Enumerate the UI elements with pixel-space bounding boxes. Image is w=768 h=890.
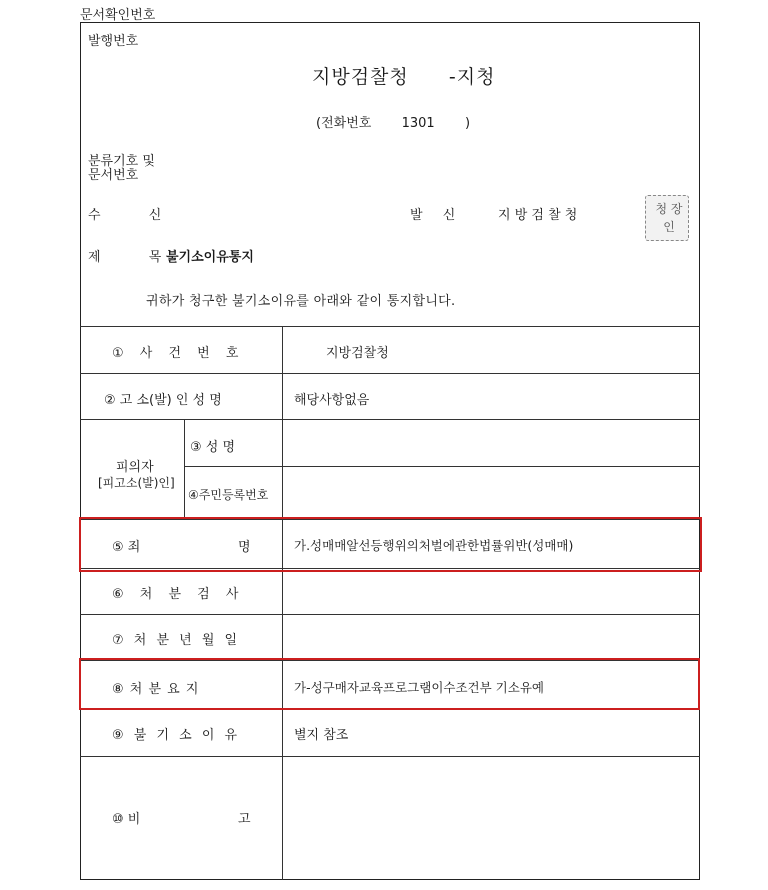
row-divider (80, 756, 700, 757)
subject-label: 제 목 (88, 250, 184, 265)
recipient-label: 수 신 (88, 208, 184, 223)
suspect-group-label-line1: 피의자 (116, 460, 154, 475)
complainant-label: ② 고 소(발) 인 성 명 (104, 393, 222, 408)
row-divider (80, 373, 700, 374)
intro-text: 귀하가 청구한 불기소이유를 아래와 같이 통지합니다. (146, 294, 456, 309)
suspect-group-label-line2: [피고소(발)인] (98, 476, 175, 490)
classification-label-line2: 문서번호 (88, 168, 139, 183)
row-divider (80, 614, 700, 615)
prosecutor-label: ⑥ 처 분 검 사 (112, 587, 245, 602)
subject-value: 불기소이유통지 (166, 250, 254, 265)
charge-value: 가.성매매알선등행위의처벌에관한법률위반(성매매) (294, 538, 574, 553)
disposal-gist-label: ⑧ 처 분 요 지 (112, 682, 200, 697)
remarks-label-left: ⑩ 비 (112, 812, 141, 827)
sender-value: 지 방 검 찰 청 (498, 208, 578, 223)
phone-value: 1301 (401, 116, 435, 131)
disposal-gist-highlight-box (79, 658, 700, 710)
row-divider (80, 419, 700, 420)
suspect-column-divider (184, 419, 185, 519)
non-indictment-reason-value: 별지 참조 (294, 728, 349, 743)
column-divider (282, 326, 283, 880)
charge-label-right: 명 (238, 540, 251, 555)
phone-label: (전화번호 (316, 116, 372, 131)
issue-number-label: 발행번호 (88, 34, 139, 49)
row-divider (184, 466, 700, 467)
suspect-id-label: ④주민등록번호 (188, 488, 269, 502)
disposal-gist-value: 가-성구매자교육프로그램이수조건부 기소유예 (294, 680, 544, 695)
document-frame (80, 22, 700, 880)
official-seal (645, 195, 689, 241)
sender-label: 발 신 (410, 208, 464, 223)
charge-label-left: ⑤ 죄 (112, 540, 141, 555)
disposal-date-label: ⑦ 처 분 년 월 일 (112, 633, 241, 648)
seal-text: 청 장 인 (655, 202, 683, 234)
suspect-name-label: ③ 성 명 (190, 440, 236, 455)
office-title (312, 62, 495, 89)
charge-highlight-box (79, 517, 702, 572)
phone-number (316, 112, 470, 131)
table-top-border (80, 326, 700, 327)
case-number-label: ① 사 건 번 호 (112, 346, 245, 361)
case-number-value: 지방검찰청 (326, 346, 389, 361)
non-indictment-reason-label: ⑨ 불 기 소 이 유 (112, 728, 241, 743)
office-title-right: -지청 (448, 66, 496, 88)
office-title-left: 지방검찰청 (312, 66, 409, 88)
phone-close: ) (464, 116, 471, 131)
doc-confirm-number-label: 문서확인번호 (80, 8, 156, 23)
classification-label-line1: 분류기호 및 (88, 154, 155, 169)
remarks-label-right: 고 (238, 812, 251, 827)
complainant-value: 해당사항없음 (294, 393, 370, 408)
